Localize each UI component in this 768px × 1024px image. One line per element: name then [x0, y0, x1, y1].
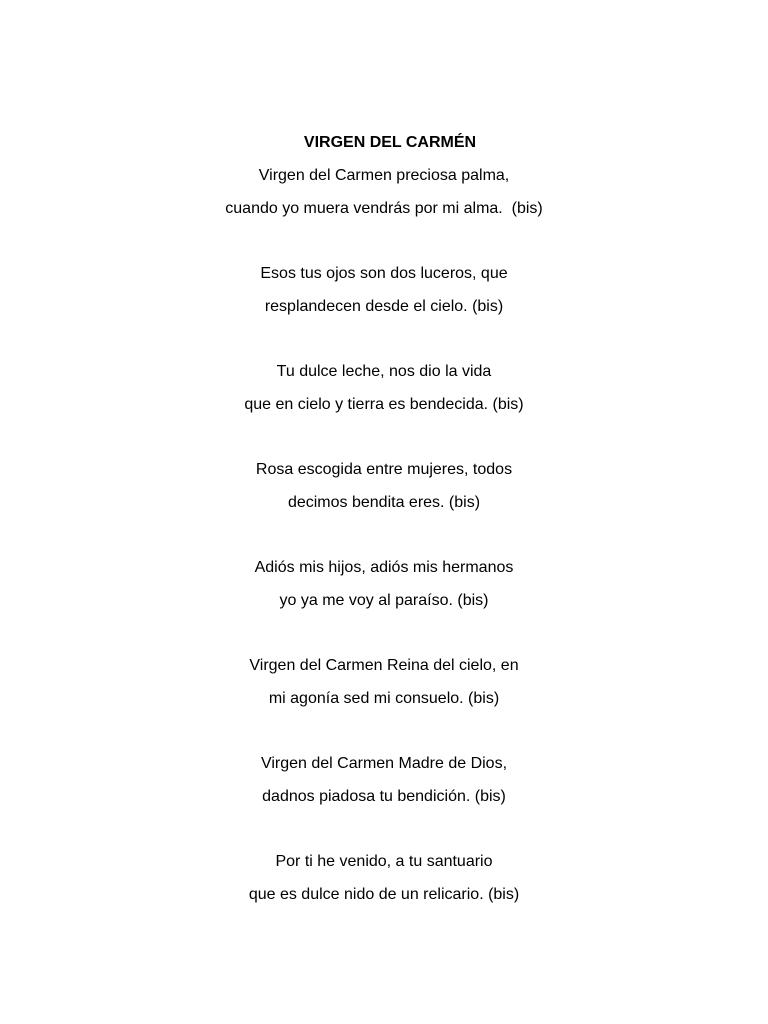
poem: [0, 133, 768, 905]
verse-line: yo ya me voy al paraíso. (bis): [279, 592, 489, 609]
stanza-2: [0, 264, 768, 317]
stanza-3: [0, 362, 768, 415]
stanza-1: [0, 166, 768, 219]
stanza-5: [0, 558, 768, 611]
verse-line: Esos tus ojos son dos luceros, que: [260, 265, 508, 282]
verse-line: Por ti he venido, a tu santuario: [275, 853, 493, 870]
verse-line: Virgen del Carmen preciosa palma,: [258, 167, 510, 184]
verse-line: Adiós mis hijos, adiós mis hermanos: [254, 559, 514, 576]
stanza-4: [0, 460, 768, 513]
stanza-8: [0, 852, 768, 905]
stanza-6: [0, 656, 768, 709]
stanza-7: [0, 754, 768, 807]
verse-line: Rosa escogida entre mujeres, todos: [255, 461, 513, 478]
verse-line: decimos bendita eres. (bis): [287, 494, 481, 511]
verse-line: cuando yo muera vendrás por mi alma. (bis): [225, 200, 543, 217]
poem-title: VIRGEN DEL CARMÉN: [303, 134, 477, 151]
verse-line: que en cielo y tierra es bendecida. (bis): [244, 396, 524, 413]
verse-line: dadnos piadosa tu bendición. (bis): [262, 788, 506, 805]
verse-line: Virgen del Carmen Madre de Dios,: [260, 755, 508, 772]
title-spacer: [0, 153, 768, 166]
verse-line: Virgen del Carmen Reina del cielo, en: [249, 657, 519, 674]
verse-line: mi agonía sed mi consuelo. (bis): [268, 690, 500, 707]
verse-line: que es dulce nido de un relicario. (bis): [248, 886, 520, 903]
verse-line: resplandecen desde el cielo. (bis): [264, 298, 504, 315]
verse-line: Tu dulce leche, nos dio la vida: [276, 363, 492, 380]
